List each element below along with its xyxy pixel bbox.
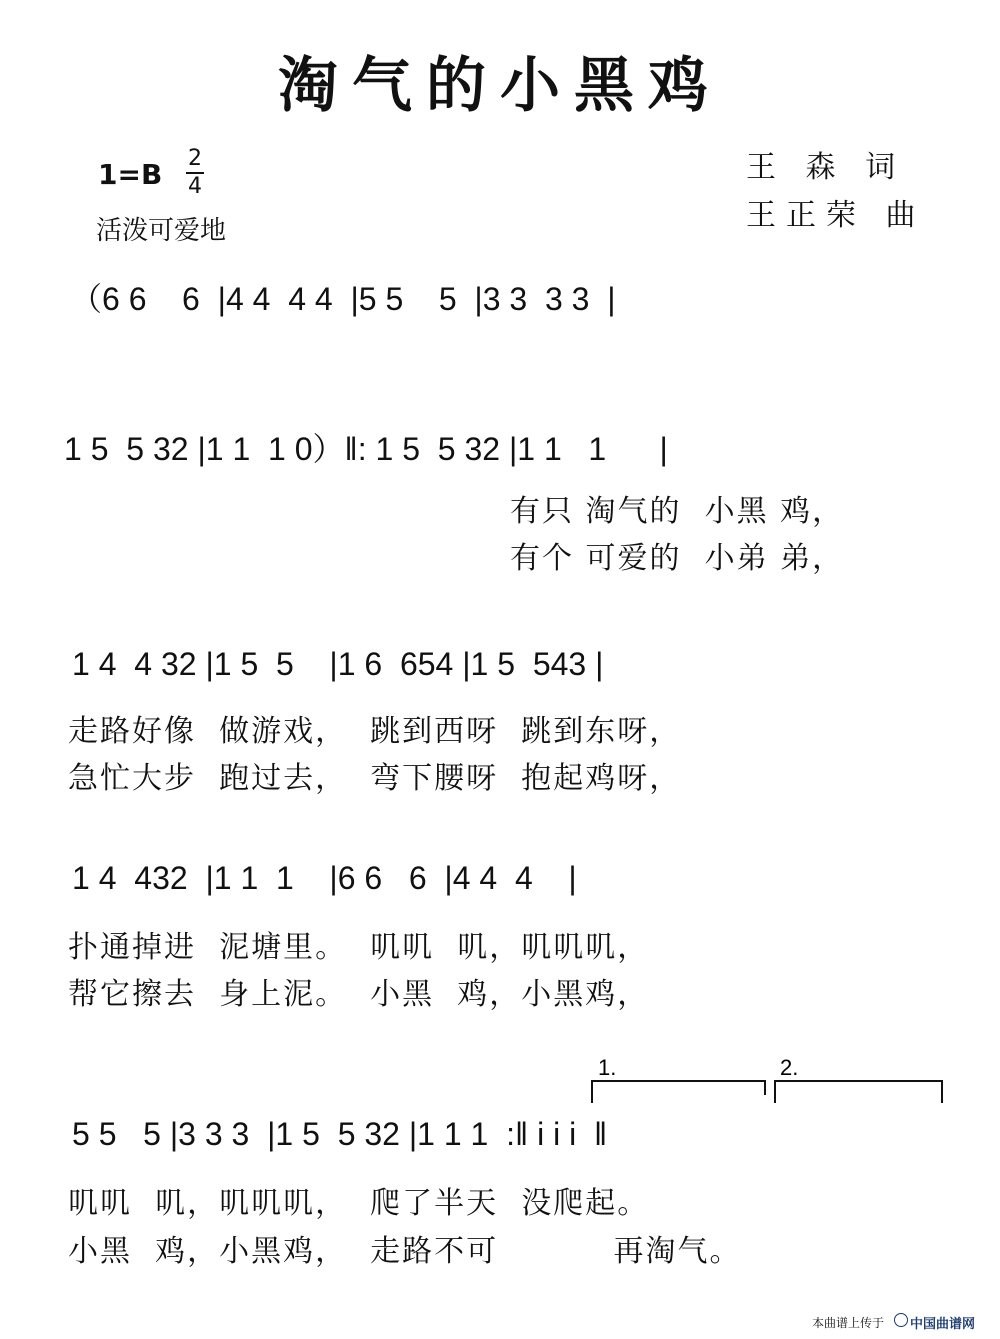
notation-line-1: （6 6 6 |4 4 4 4 |5 5 5 |3 3 3 3 | — [70, 281, 616, 317]
volta-first-line — [592, 1081, 765, 1103]
notation-line-4: 1 4 432 |1 1 1 |6 6 6 |4 4 4 | — [72, 860, 577, 896]
time-signature-bottom: 4 — [188, 174, 202, 199]
site-name: 中国曲谱网 — [910, 1317, 976, 1332]
time-signature-top: 2 — [188, 146, 202, 171]
lyric-line-3b: 急忙大步 跑过去， 弯下腰呀 抱起鸡呀， — [68, 761, 682, 796]
volta-second-line — [775, 1081, 942, 1103]
notation-line-2: 1 5 5 32 |1 1 1 0）‖: 1 5 5 32 |1 1 1 | — [64, 431, 668, 467]
lyric-line-4b: 帮它擦去 身上泥。 小黑 鸡，小黑鸡， — [68, 977, 650, 1012]
volta-first-label: 1. — [598, 1055, 617, 1080]
volta-second-label: 2. — [780, 1055, 799, 1080]
lyric-line-3a: 走路好像 做游戏， 跳到西呀 跳到东呀， — [68, 714, 682, 749]
tempo-marking: 活泼可爱地 — [96, 216, 227, 246]
notation-line-3: 1 4 4 32 |1 5 5 |1 6 654 |1 5 543 | — [72, 646, 604, 682]
notation-line-5: 5 5 5 |3 3 3 |1 5 5 32 |1 1 1 :‖ i i i ‖ — [72, 1116, 608, 1152]
time-signature — [184, 146, 206, 200]
lyric-line-4a: 扑通掉进 泥塘里。 叽叽 叽，叽叽叽， — [68, 930, 650, 965]
song-title: 淘气的小黑鸡 — [278, 51, 722, 121]
composer-credit: 王正荣 曲 — [746, 198, 926, 233]
site-logo-icon — [894, 1313, 908, 1327]
lyric-line-2b: 有个 可爱的 小弟 弟， — [510, 541, 845, 576]
volta-brackets — [590, 1055, 950, 1105]
key-signature: 1=B — [98, 158, 163, 191]
lyric-line-5b: 小黑 鸡，小黑鸡， 走路不可 再淘气。 — [68, 1234, 742, 1269]
upload-note: 本曲谱上传于 — [812, 1316, 885, 1330]
lyricist-credit: 王 森 词 — [746, 150, 906, 185]
lyric-line-2a: 有只 淘气的 小黑 鸡， — [510, 494, 845, 529]
lyric-line-5a: 叽叽 叽，叽叽叽， 爬了半天 没爬起。 — [68, 1186, 650, 1221]
